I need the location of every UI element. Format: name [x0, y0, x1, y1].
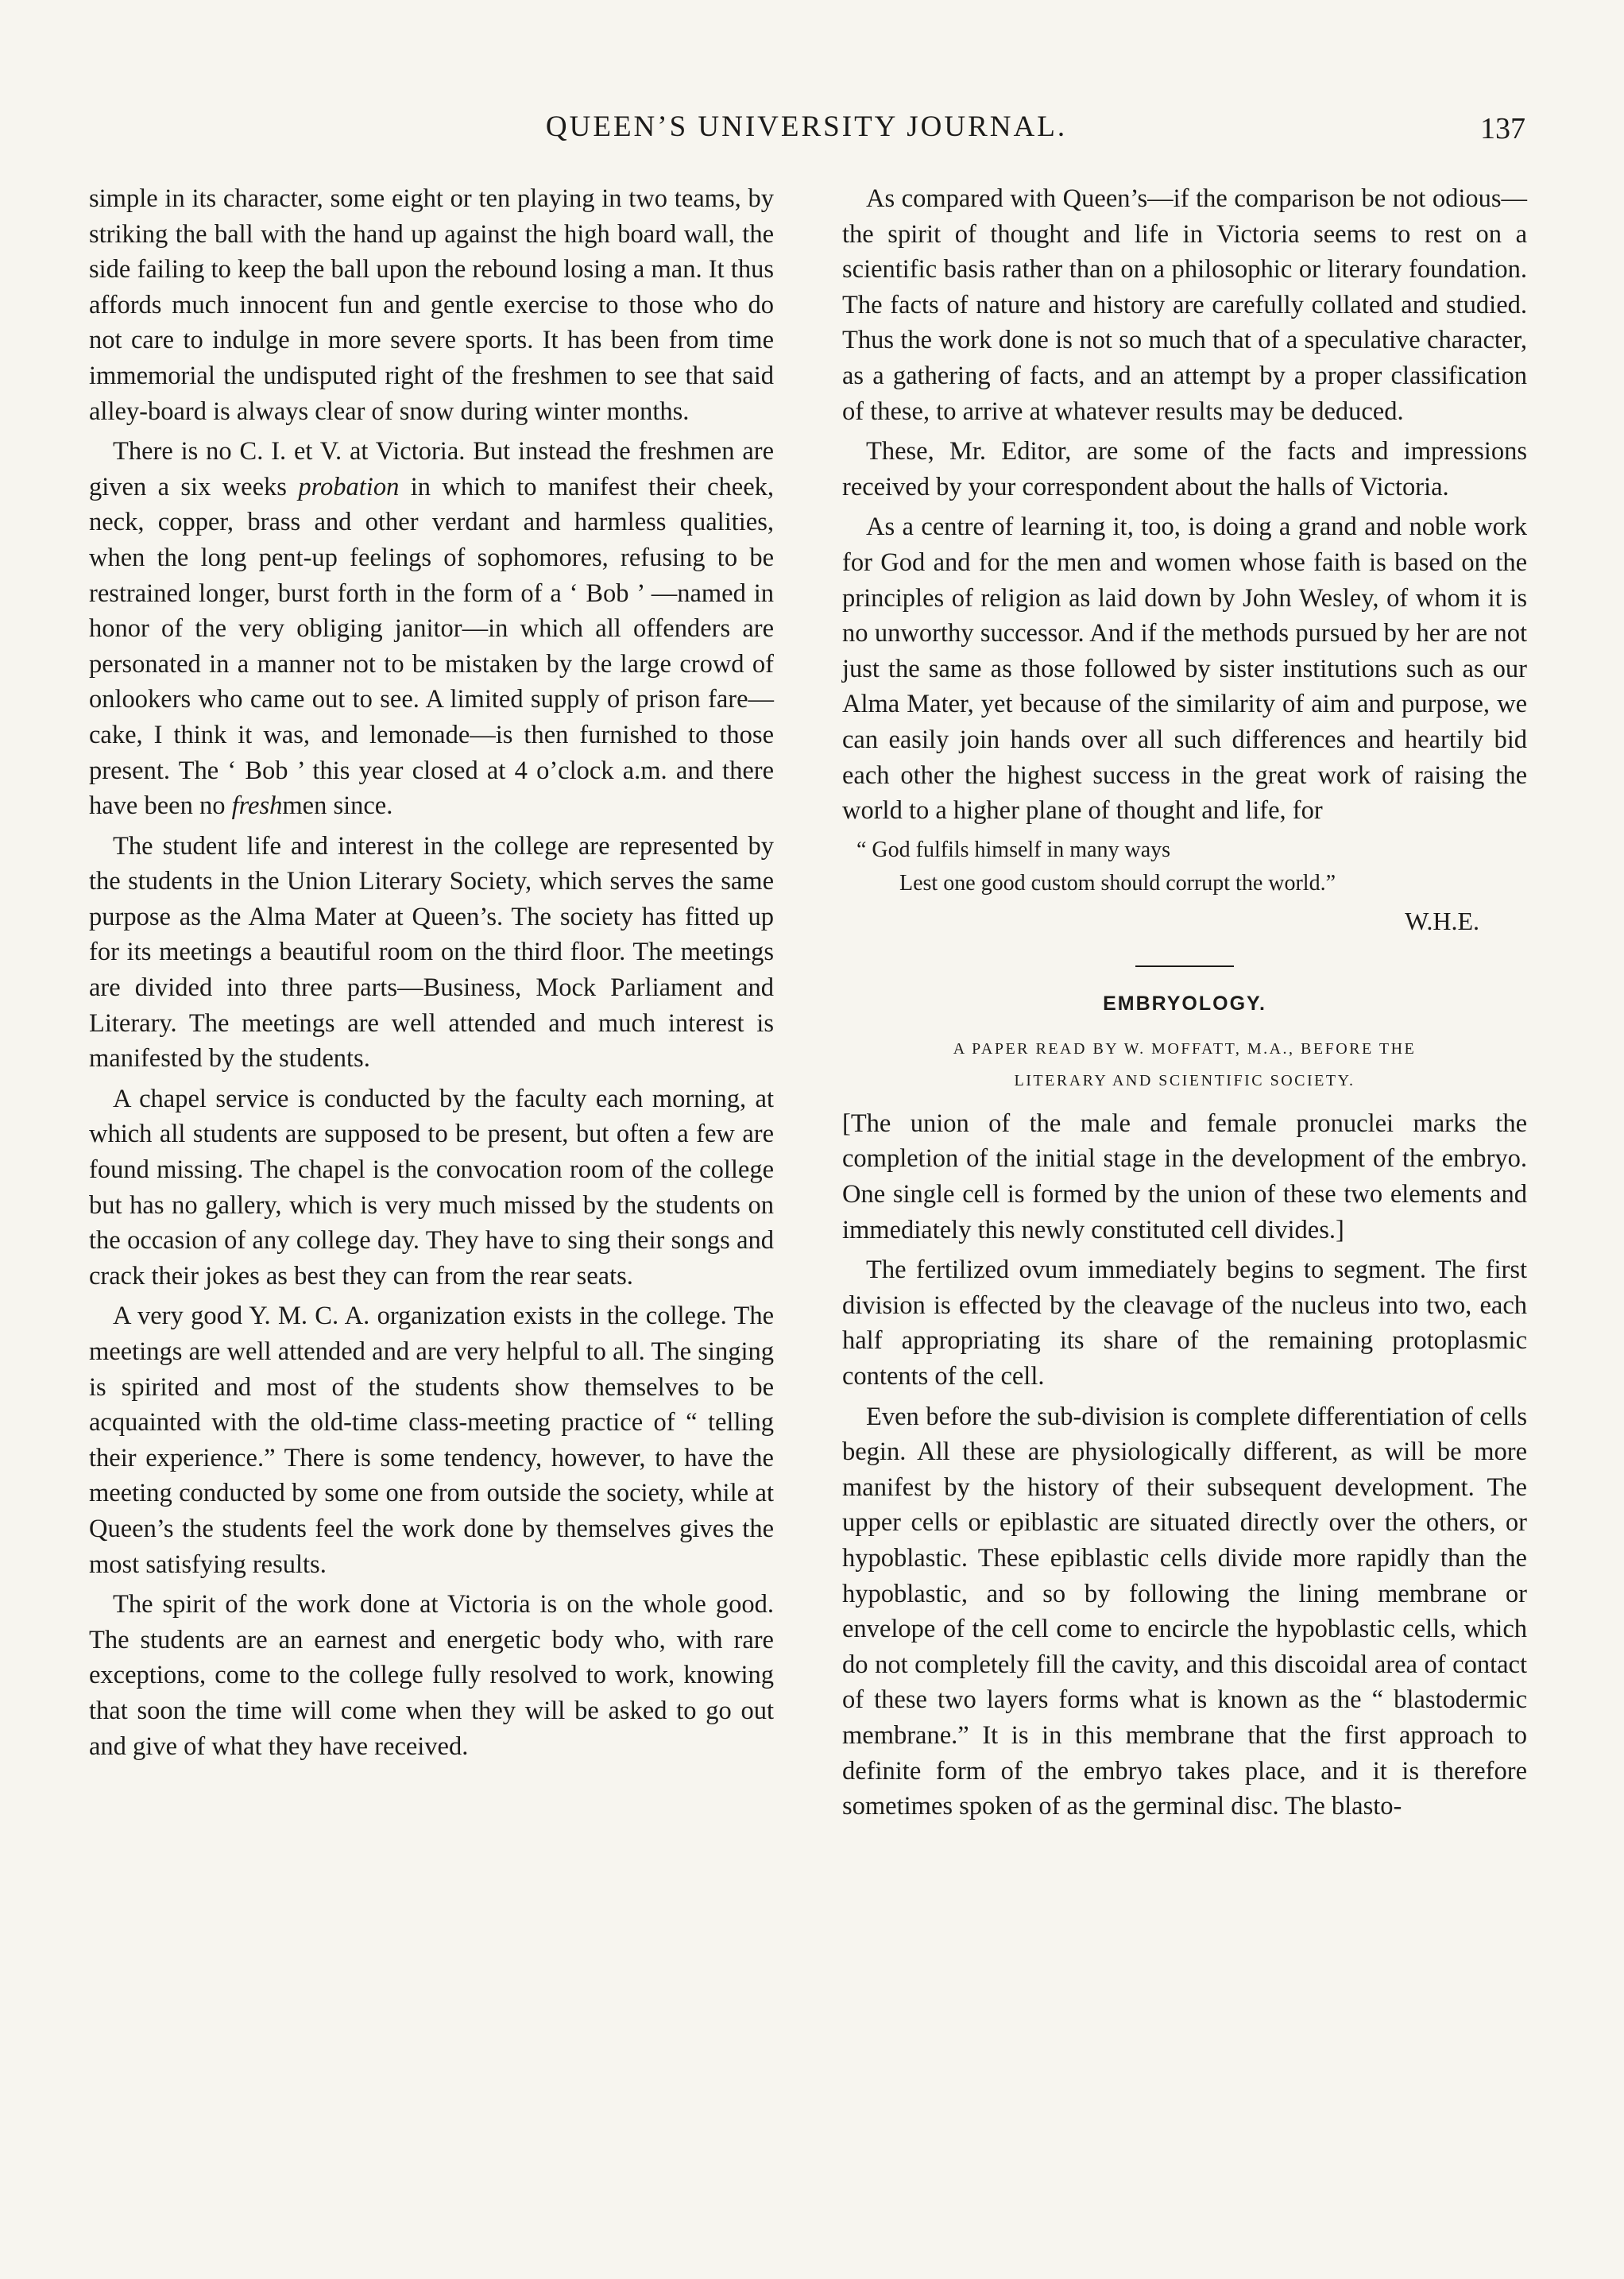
paragraph: As compared with Queen’s—if the comparison be not odious—the spirit of thought and life in Victoria seems to rest on a scientific basis rather than on a philosophic or literary foundation. The facts of nature and history are carefully collated and studied. Thus the work done is not so much that of a speculative character, as a gathering of facts, and an attempt by a proper classification of these, to arrive at whatever results may be deduced.	[842, 184, 1527, 426]
paragraph: As a centre of learning it, too, is doing a grand and noble work for God and for the men and women whose faith is based on the principles of religion as laid down by John Wesley, of whom it is no unworthy successor. And if the methods pursued by her are not just the same as those followed by sister institutions such as our Alma Mater, yet because of the similarity of aim and purpose, we can easily join hands over all such differences and heartily bid each other the highest success in the great work of raising the world to a higher plane of thought and life, for	[842, 513, 1527, 826]
paragraph: The student life and interest in the college are represented by the students in the Union Literary Society, which serves the same purpose as the Alma Mater at Queen’s. The society has fitted up for its meetings a beautiful room on the third floor. The meetings are divided into three parts—Business, Mock Parliament and Literary. The meetings are well attended and much interest is manifested by the students.	[89, 831, 774, 1074]
quote-line: Lest one good custom should corrupt the world.”	[899, 870, 1336, 896]
byline-line: LITERARY AND SCIENTIFIC SOCIETY.	[1014, 1071, 1355, 1089]
italic-word: fresh	[231, 791, 283, 821]
italic-word: probation	[298, 472, 400, 501]
paragraph-text: in which to manifest their cheek, neck, copper, brass and other verdant and harmless qualities, when the long pent-up feelings of sophomores, refusing to be restrained longer, burst forth in the form of a ‘ Bob ’ —named in honor of the very obliging janitor—in which all offenders are personated in a manner not to be mistaken by the large crowd of onlookers who came out to see. A limited supply of prison fare—cake, I think it was, and lemonade—is then furnished to those present. The ‘ Bob ’ this year closed at 4 o’clock a.m. and there have been no	[89, 472, 775, 821]
left-column	[89, 181, 774, 1769]
page-header	[87, 110, 1525, 157]
paragraph: These, Mr. Editor, are some of the facts and impressions received by your correspondent about the halls of Victoria.	[842, 437, 1527, 501]
paragraph: A chapel service is conducted by the faculty each morning, at which all students are supposed to be present, but often a few are found missing. The chapel is the convocation room of the college but has no gallery, which is very much missed by the students on the occasion of any college day. They have to sing their songs and crack their jokes as best they can from the rear seats.	[89, 1084, 774, 1290]
byline-line: A PAPER READ BY W. MOFFATT, M.A., BEFORE THE	[953, 1039, 1417, 1058]
paragraph	[89, 434, 774, 824]
paragraph: The fertilized ovum immediately begins to segment. The first division is effected by the cleavage of the nucleus into two, each half appropriating its share of the remaining protoplasmic contents of the cell.	[842, 1256, 1527, 1391]
article-byline	[842, 1033, 1527, 1097]
page-number: 137	[1480, 112, 1525, 145]
poem-quote	[842, 834, 1527, 900]
paragraph: simple in its character, some eight or ten playing in two teams, by striking the ball with the hand up against the high board wall, the side failing to keep the ball upon the rebound losing a man. It thus affords much innocent fun and gentle exercise to those who do not care to indulge in more severe sports. It has been from time immemorial the undisputed right of the freshmen to see that said alley-board is always clear of snow during winter months.	[89, 184, 774, 426]
paragraph: A very good Y. M. C. A. organization exists in the college. The meetings are well attended and are very helpful to all. The singing is spirited and most of the students show themselves to be acquainted with the old-time class-meeting practice of “ telling their experience.” There is some tendency, however, to have the meeting conducted by some one from outside the society, while at Queen’s the students feel the work done by themselves gives the most satisfying results.	[89, 1302, 774, 1579]
paragraph: Even before the sub-division is complete differentiation of cells begin. All these are physiologically different, as will be more manifest by the history of their subsequent development. The upper cells or epiblastic are situated directly over the others, or hypoblastic. These epiblastic cells divide more rapidly than the hypoblastic, and so by following the lining membrane or envelope of the cell come to encircle the hypoblastic cells, which do not completely fill the cavity, and this discoidal area of contact of these two layers forms what is known as the “ blastodermic membrane.” It is in this membrane that the first approach to definite form of the embryo takes place, and it is therefore sometimes spoken of as the germinal disc. The blasto-	[842, 1402, 1527, 1821]
running-title: QUEEN’S UNIVERSITY JOURNAL.	[545, 110, 1068, 143]
signature: W.H.E.	[1405, 906, 1479, 935]
paragraph-text: There is no C. I. et V. at Victoria. But instead the freshmen are given a six weeks	[89, 437, 774, 501]
paragraph: The spirit of the work done at Victoria is on the whole good. The students are an earnest and energetic body who, with rare exceptions, come to the college fully resolved to work, knowing that soon the time will come when they will be asked to go out and give of what they have received.	[89, 1590, 774, 1761]
article-title: EMBRYOLOGY.	[1103, 992, 1266, 1016]
right-column	[842, 181, 1527, 1829]
quote-line: “ God fulfils himself in many ways	[856, 837, 1171, 862]
section-divider	[1135, 965, 1234, 967]
paragraph: [The union of the male and female pronuclei marks the completion of the initial stage in the development of the embryo. One single cell is formed by the union of these two elements and immediately this newly constituted cell divides.]	[842, 1109, 1527, 1244]
paragraph-text: men since.	[282, 791, 393, 821]
